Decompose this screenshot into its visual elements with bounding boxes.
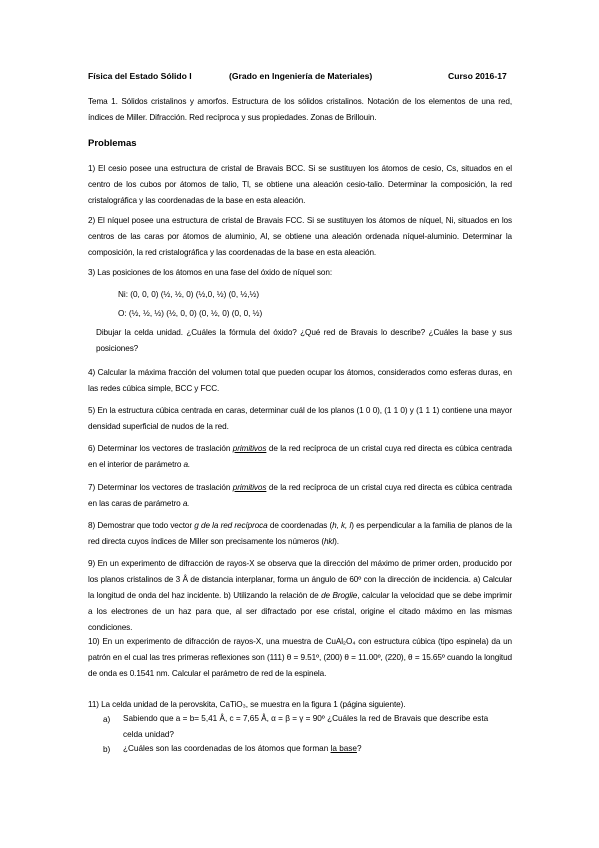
problem-10: 10) En un experimento de difracción de rayos-X, una muestra de CuAl₂O₄ con estructura cúbica (tipo espinela) da un patrón en el cual las tres primeras reflexiones son (111) θ = 9.51º, (200) θ = 11.00º, (220), θ = 15.65º cuando la longitud de onda es 0.1541 nm. Calcular el parámetro de red de la espinela. [88, 637, 512, 678]
problem-11a: Sabiendo que a = b= 5,41 Å, c = 7,65 Å, α = β = γ = 90º ¿Cuáles la red de Bravais que describe esta celda unidad? [123, 714, 489, 739]
course-year: Curso 2016-17 [448, 71, 507, 81]
problem-3-ni-positions: Ni: (0, 0, 0) (½, ½, 0) (½,0, ½) (0, ½,½) [118, 290, 260, 299]
problem-8: 8) Demostrar que todo vector g de la red recíproca de coordenadas (h, k, l) es perpendicular a la familia de planos de la red directa cuyos índices de Miller son precisamente los números (hkl). [88, 521, 512, 546]
problem-4: 4) Calcular la máxima fracción del volumen total que pueden ocupar los átomos, considerados como esferas duras, en las redes cúbica simple, BCC y FCC. [88, 368, 512, 393]
section-title: Problemas [88, 138, 137, 149]
problem-2: 2) El níquel posee una estructura de cristal de Bravais FCC. Si se sustituyen los átomos de níquel, Ni, situados en los centros de las caras por átomos de aluminio, Al, se obtiene una aleación ordenada níquel-aluminio. Determinar la composición, la red cristalográfica y las coordenadas de la base en esta aleación. [88, 216, 512, 257]
course-title: Física del Estado Sólido I [88, 71, 192, 81]
problem-11b: ¿Cuáles son las coordenadas de los átomos que forman la base? [123, 744, 362, 753]
problem-3-intro: 3) Las posiciones de los átomos en una fase del óxido de níquel son: [88, 268, 332, 277]
problem-5: 5) En la estructura cúbica centrada en caras, determinar cuál de los planos (1 0 0), (1 1 0) y (1 1 1) contiene una mayor densidad superficial de nudos de la red. [88, 406, 512, 431]
problem-11b-label: b) [103, 745, 111, 754]
topic-description: Tema 1. Sólidos cristalinos y amorfos. Estructura de los sólidos cristalinos. Notación de los elementos de una red, índices de Miller. Difracción. Red recíproca y sus propiedades. Zonas de Brillouin. [88, 97, 512, 122]
problem-3-o-positions: O: (½, ½, ½) (½, 0, 0) (0, ½, 0) (0, 0, ½) [118, 309, 263, 318]
problem-11-intro: 11) La celda unidad de la perovskita, CaTiO₃, se muestra en la figura 1 (página siguiente). [88, 700, 406, 709]
problem-6: 6) Determinar los vectores de traslación primitivos de la red recíproca de un cristal cuya red directa es cúbica centrada en el interior de parámetro a. [88, 444, 512, 469]
problem-3-questions: Dibujar la celda unidad. ¿Cuáles la fórmula del óxido? ¿Qué red de Bravais lo describe? ¿Cuáles la base y sus posiciones? [96, 328, 512, 353]
problem-7: 7) Determinar los vectores de traslación primitivos de la red recíproca de un cristal cuya red directa es cúbica centrada en las caras de parámetro a. [88, 483, 512, 508]
problem-1: 1) El cesio posee una estructura de cristal de Bravais BCC. Si se sustituyen los átomos de cesio, Cs, situados en el centro de los cubos por átomos de talio, Tl, se obtiene una aleación cesio-talio. Determinar la composición, la red cristalográfica y las coordenadas de la base en esta aleación. [88, 164, 512, 205]
degree-title: (Grado en Ingeniería de Materiales) [229, 71, 373, 81]
problem-9: 9) En un experimento de difracción de rayos-X se observa que la dirección del máximo de primer orden, producido por los planos cristalinos de 3 Å de distancia interplanar, forma un ángulo de 60º con la dirección de incidencia. a) Calcular la longitud de onda del haz incidente. b) Utilizando la relación de de Broglie, calcular la velocidad que se debe imprimir a los electrones de un haz para que, al ser difractado por ese cristal, origine el citado máximo en las mismas condiciones. [88, 559, 512, 632]
problem-11a-label: a) [103, 715, 111, 724]
